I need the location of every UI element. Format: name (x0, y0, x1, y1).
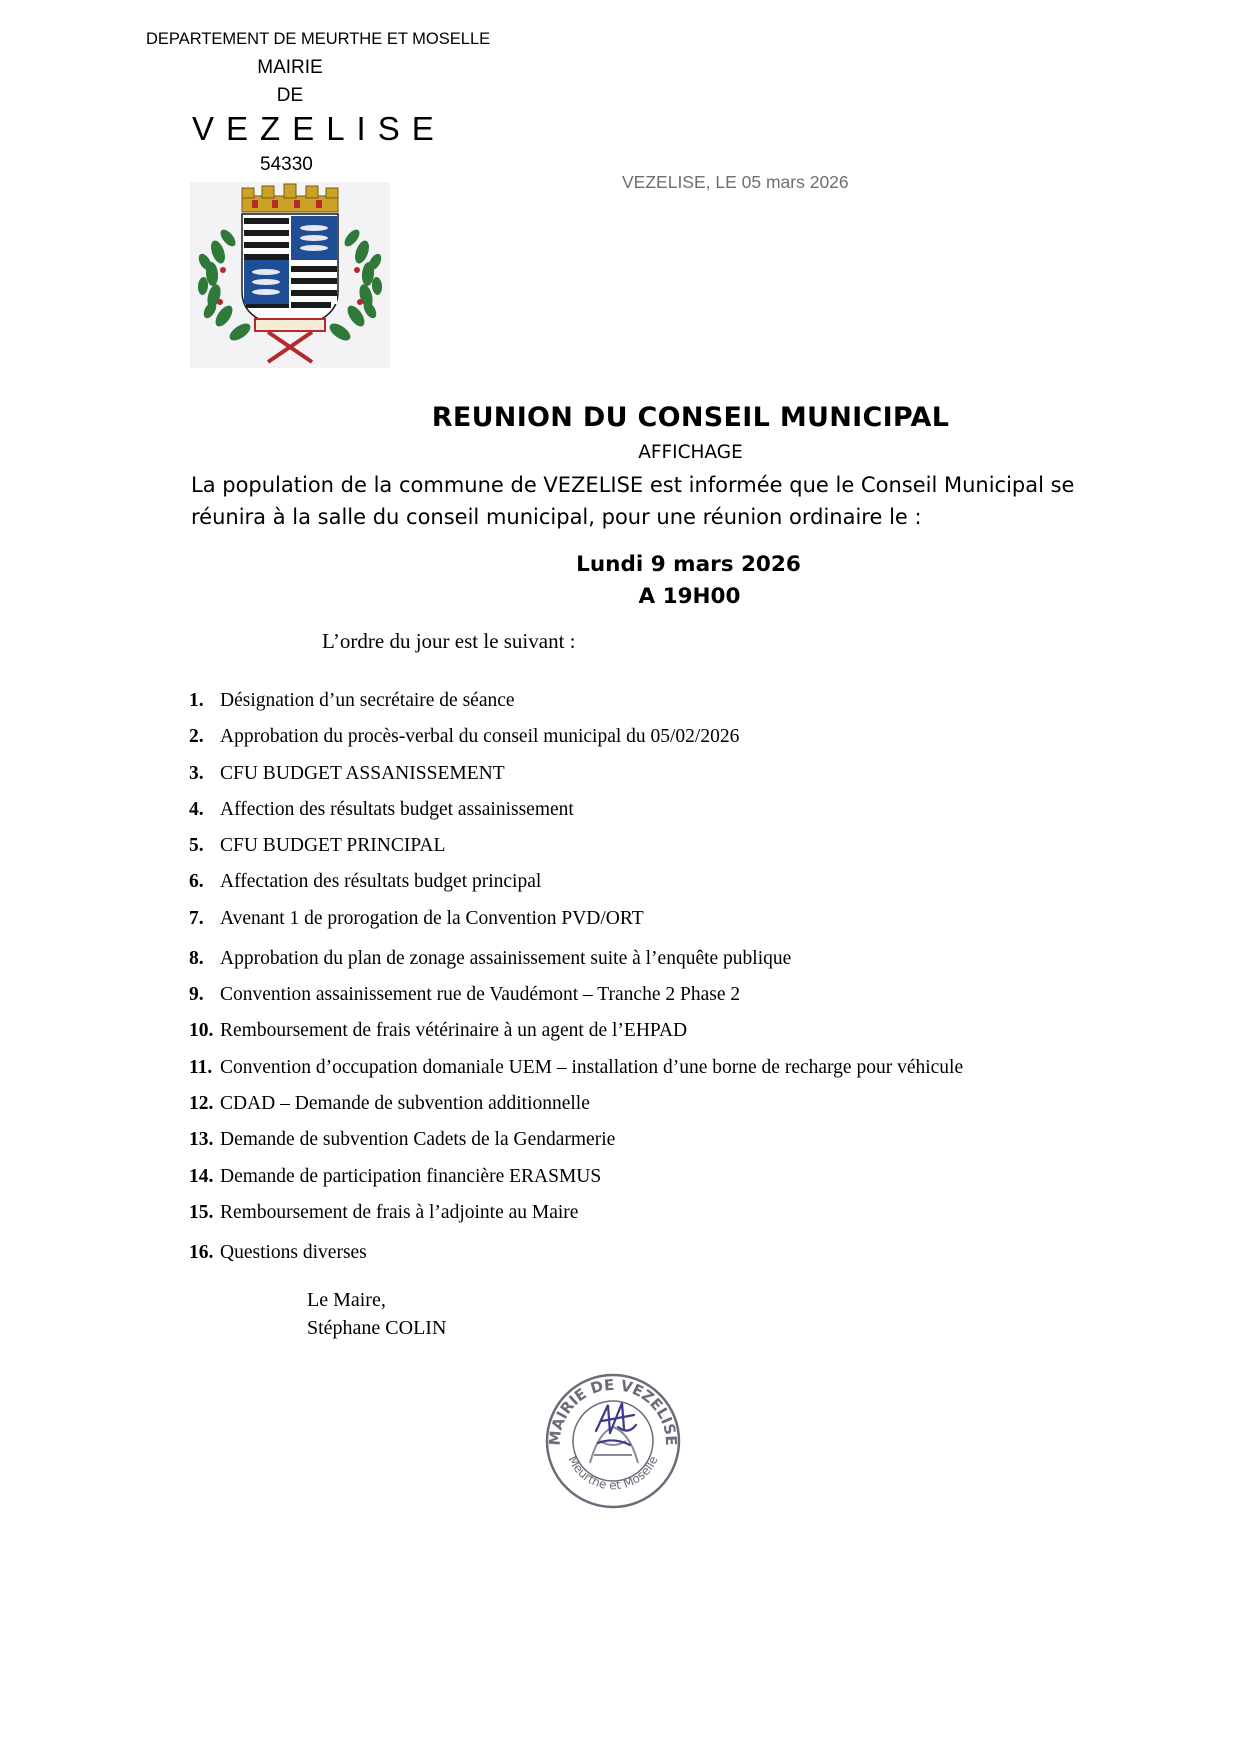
meeting-date (0, 552, 1239, 577)
department-line: DEPARTEMENT DE MEURTHE ET MOSELLE (146, 30, 491, 48)
agenda-item-text: Remboursement de frais vétérinaire à un agent de l’EHPAD (220, 1020, 688, 1042)
signature-name: Stéphane COLIN (307, 1317, 447, 1339)
mairie-label: MAIRIE (257, 57, 323, 78)
signature-block (307, 1286, 446, 1342)
agenda-item-text: Affectation des résultats budget principal (220, 871, 542, 893)
agenda-item-number: 15. (189, 1201, 214, 1223)
agenda-item (189, 1201, 1139, 1241)
agenda-item (189, 1241, 1139, 1277)
agenda-item (189, 689, 1139, 725)
agenda-item (189, 870, 1139, 906)
coat-of-arms-logo (190, 182, 390, 368)
agenda-list (189, 689, 1139, 1277)
agenda-item (189, 725, 1139, 761)
meeting-time (0, 584, 1241, 609)
agenda-item (189, 1056, 1139, 1092)
agenda-item-number: 10. (189, 1020, 214, 1042)
agenda-item (189, 798, 1139, 834)
agenda-item-text: Affection des résultats budget assainissement (220, 798, 574, 820)
agenda-item (189, 1019, 1139, 1055)
agenda-item-number: 9. (189, 984, 204, 1006)
de-label: DE (276, 85, 304, 106)
agenda-item-text: Convention assainissement rue de Vaudémont – Tranche 2 Phase 2 (220, 984, 741, 1006)
agenda-item-text: Questions diverses (220, 1241, 367, 1263)
agenda-item-number: 8. (189, 947, 204, 969)
agenda-item (189, 983, 1139, 1019)
meeting-time-text: A 19H00 (638, 584, 741, 609)
agenda-item-number: 11. (189, 1056, 213, 1078)
agenda-item (189, 1165, 1139, 1201)
agenda-item-number: 7. (189, 907, 204, 929)
svg-text:Meurthe et Moselle (565, 1454, 660, 1493)
agenda-item-text: Demande de participation financière ERASMUS (220, 1165, 602, 1187)
agenda-item (189, 907, 1139, 947)
notice-subtitle: AFFICHAGE (638, 442, 743, 463)
stamp-top-text: MAIRIE DE VEZELISE (545, 1375, 681, 1447)
agenda-intro: L’ordre du jour est le suivant : (322, 629, 576, 653)
town-name: VEZELISE (192, 110, 446, 147)
agenda-item-text: Convention d’occupation domaniale UEM – installation d’une borne de recharge pour véhicule (220, 1056, 964, 1078)
agenda-item-text: Avenant 1 de prorogation de la Convention PVD/ORT (220, 907, 644, 929)
postcode: 54330 (260, 154, 313, 175)
agenda-item-number: 16. (189, 1241, 214, 1263)
agenda-item-text: Remboursement de frais à l’adjointe au Maire (220, 1201, 579, 1223)
agenda-item-number: 14. (189, 1165, 214, 1187)
mairie-heading (230, 54, 350, 110)
stamp-seal-icon (538, 1363, 688, 1513)
stamp-bottom-text: Meurthe et Moselle (565, 1453, 661, 1493)
meeting-date-text: Lundi 9 mars 2026 (576, 552, 801, 577)
agenda-item (189, 947, 1139, 983)
agenda-item-number: 6. (189, 871, 204, 893)
agenda-item-text: Approbation du plan de zonage assainissement suite à l’enquête publique (220, 947, 792, 969)
agenda-item-text: Demande de subvention Cadets de la Gendarmerie (220, 1129, 616, 1151)
agenda-item-number: 12. (189, 1092, 214, 1114)
notice-title: REUNION DU CONSEIL MUNICIPAL (431, 402, 950, 433)
agenda-item-number: 1. (189, 690, 204, 711)
handwritten-signature (596, 1403, 636, 1445)
agenda-item (189, 762, 1139, 798)
agenda-item (189, 1128, 1139, 1164)
official-stamp (538, 1363, 688, 1513)
coat-of-arms-icon (190, 182, 390, 368)
svg-text:MAIRIE DE VEZELISE (546, 1376, 681, 1446)
agenda-item-text: Approbation du procès-verbal du conseil municipal du 05/02/2026 (220, 726, 740, 748)
date-line: VEZELISE, LE 05 mars 2026 (622, 172, 849, 192)
agenda-item-number: 5. (189, 835, 204, 857)
agenda-item (189, 834, 1139, 870)
agenda-item-number: 3. (189, 762, 204, 784)
signature-role: Le Maire, (307, 1289, 386, 1311)
agenda-item-text: Désignation d’un secrétaire de séance (220, 690, 515, 711)
agenda-item-text: CFU BUDGET PRINCIPAL (220, 835, 446, 857)
agenda-item (189, 1092, 1139, 1128)
agenda-item-text: CFU BUDGET ASSANISSEMENT (220, 762, 505, 784)
agenda-item-text: CDAD – Demande de subvention additionnelle (220, 1092, 590, 1114)
agenda-item-number: 4. (189, 798, 204, 820)
notice-intro: La population de la commune de VEZELISE est informée que le Conseil Municipal se réunira à la salle du conseil municipal, pour une réunion ordinaire le : (191, 473, 1075, 529)
agenda-item-number: 2. (189, 726, 204, 748)
agenda-item-number: 13. (189, 1129, 214, 1151)
